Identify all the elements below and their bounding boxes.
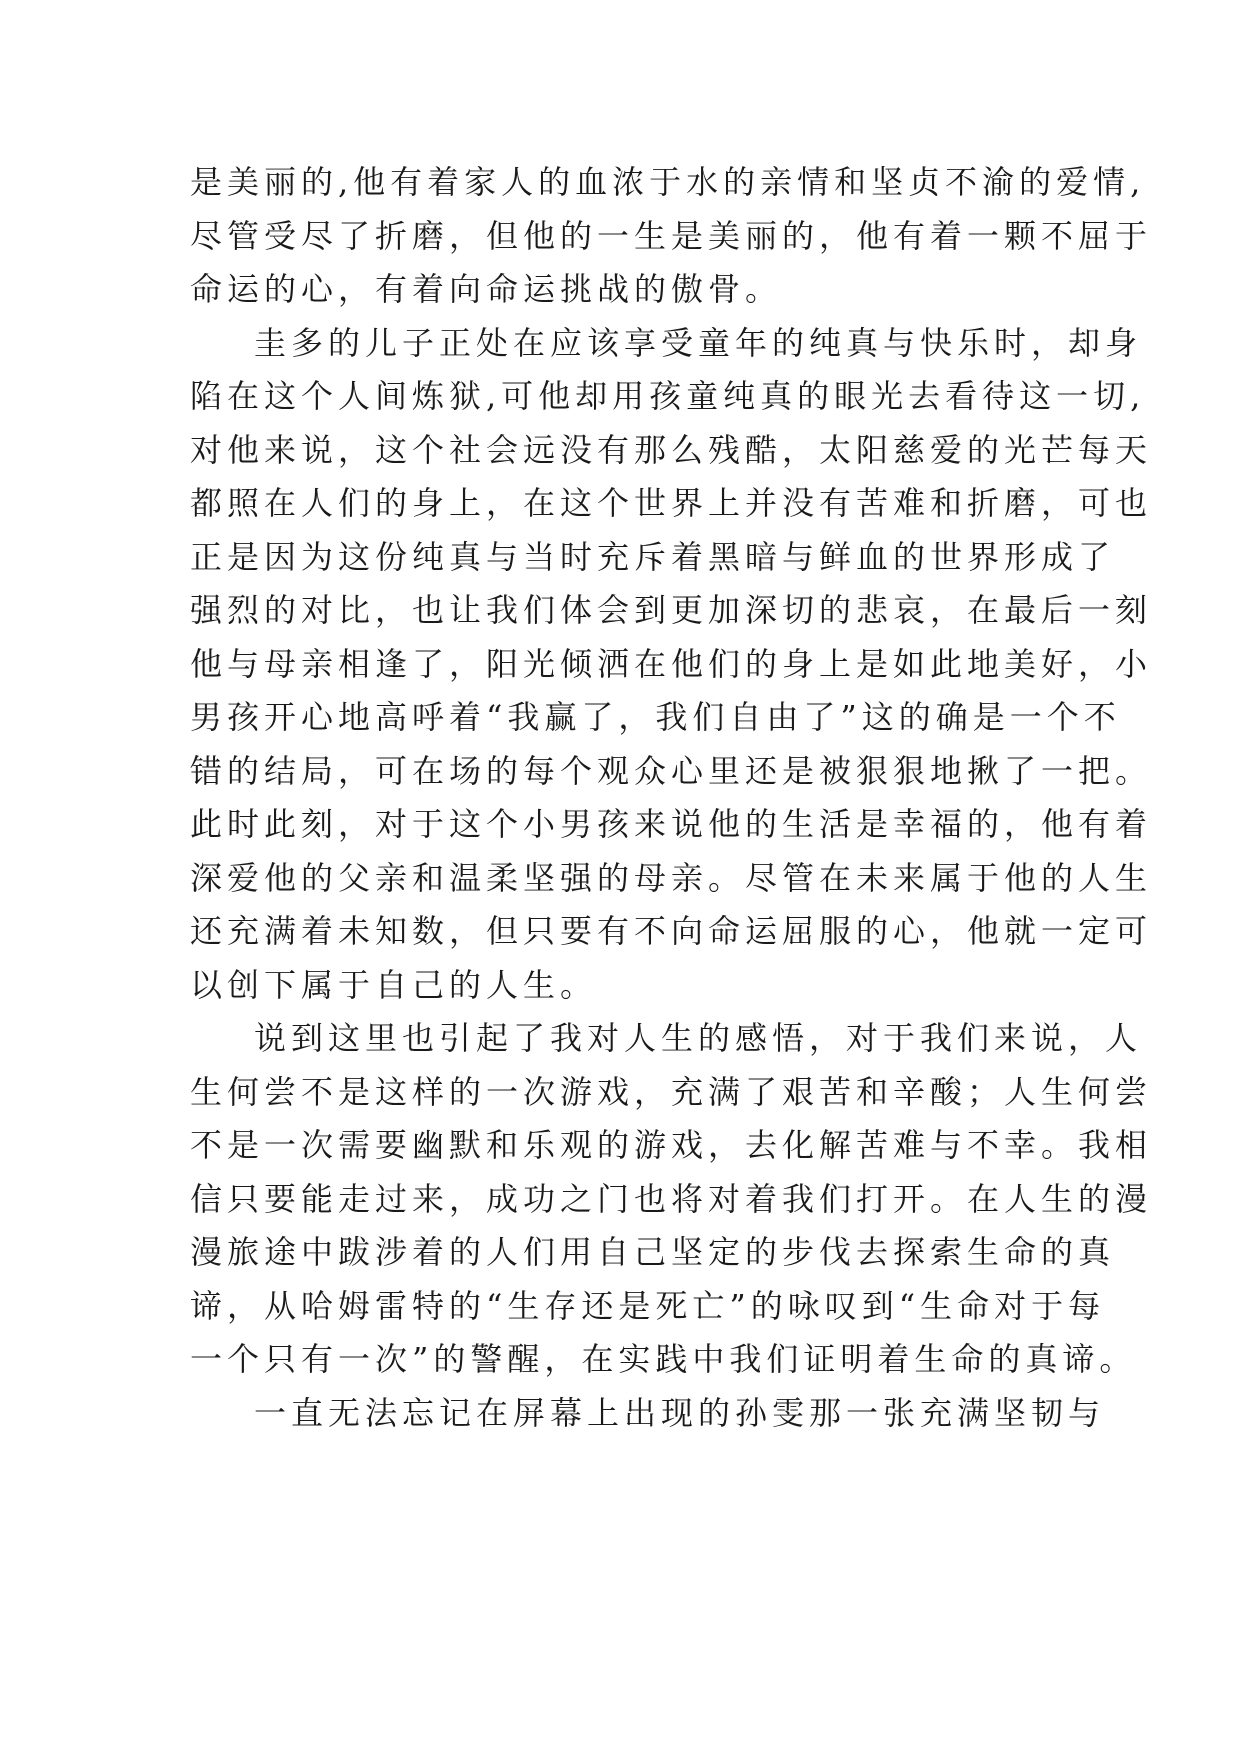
paragraph-first-line: 一直无法忘记在屏幕上出现的孙雯那一张充满坚韧与	[254, 1393, 1106, 1432]
text-line: 以创下属于自己的人生。	[190, 965, 598, 1004]
text-line: 此时此刻，对于这个小男孩来说他的生活是幸福的，他有着	[190, 805, 1153, 843]
text-line: 深爱他的父亲和温柔坚强的母亲。尽管在未来属于他的人生	[190, 858, 1153, 897]
text-line: 一个只有一次”的警醒，在实践中我们证明着生命的真谛。	[190, 1340, 1137, 1378]
text-line: 信只要能走过来，成功之门也将对着我们打开。在人生的漫	[190, 1179, 1153, 1218]
body-text	[190, 156, 1153, 1440]
paragraph-first-line: 说到这里也引起了我对人生的感悟，对于我们来说，人	[254, 1019, 1143, 1057]
text-line: 强烈的对比，也让我们体会到更加深切的悲哀，在最后一刻	[190, 591, 1153, 629]
text-line: 对他来说，这个社会远没有那么残酷，太阳慈爱的光芒每天	[190, 430, 1153, 469]
text-line: 都照在人们的身上，在这个世界上并没有苦难和折磨，可也	[190, 484, 1153, 522]
text-line: 错的结局，可在场的每个观众心里还是被狠狠地揪了一把。	[190, 751, 1153, 790]
text-line: 还充满着未知数，但只要有不向命运屈服的心，他就一定可	[190, 912, 1153, 950]
text-line: 生何尝不是这样的一次游戏，充满了艰苦和辛酸；人生何尝	[190, 1072, 1153, 1111]
text-line: 命运的心，有着向命运挑战的傲骨。	[190, 270, 783, 308]
text-line: 男孩开心地高呼着“我赢了，我们自由了”这的确是一个不	[190, 698, 1121, 736]
text-line: 他与母亲相逢了，阳光倾洒在他们的身上是如此地美好，小	[190, 644, 1153, 683]
text-line: 尽管受尽了折磨，但他的一生是美丽的，他有着一颗不屈于	[190, 216, 1153, 255]
text-line: 漫旅途中跋涉着的人们用自己坚定的步伐去探索生命的真	[190, 1233, 1116, 1271]
text-line: 是美丽的,他有着家人的血浓于水的亲情和坚贞不渝的爱情,	[190, 163, 1146, 201]
paragraph-first-line: 圭多的儿子正处在应该享受童年的纯真与快乐时，却身	[254, 323, 1143, 362]
text-line: 陷在这个人间炼狱,可他却用孩童纯真的眼光去看待这一切,	[190, 377, 1146, 415]
text-line: 谛，从哈姆雷特的“生存还是死亡”的咏叹到“生命对于每	[190, 1286, 1106, 1325]
text-line: 不是一次需要幽默和乐观的游戏，去化解苦难与不幸。我相	[190, 1126, 1153, 1164]
text-line: 正是因为这份纯真与当时充斥着黑暗与鲜血的世界形成了	[190, 537, 1116, 576]
